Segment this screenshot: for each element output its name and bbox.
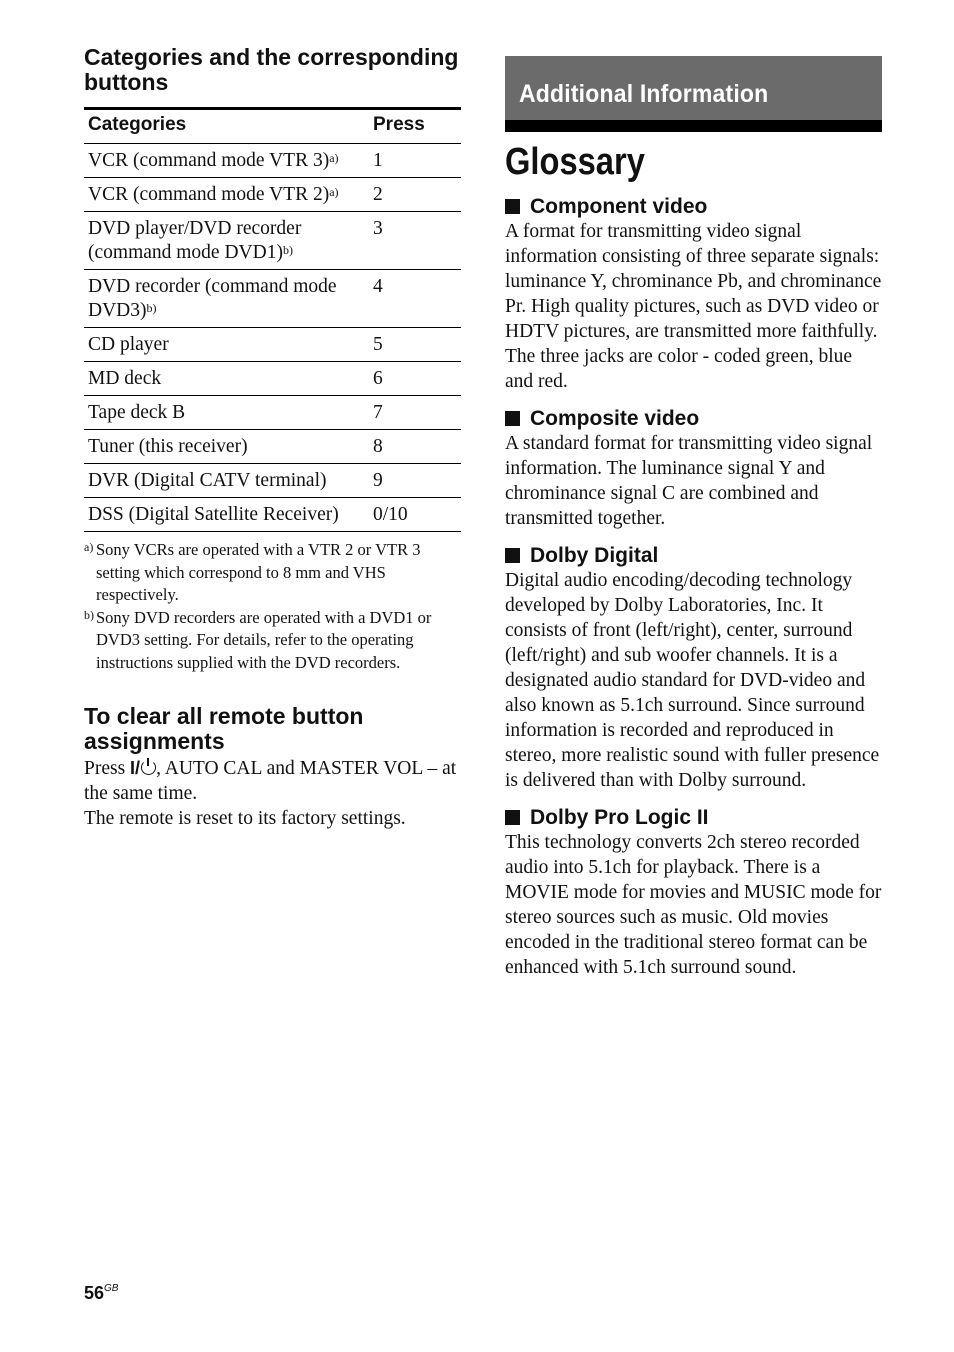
footnote-ref: a): [329, 185, 339, 199]
square-bullet-icon: [505, 411, 520, 426]
press-word: Press: [84, 758, 126, 779]
footnote-ref: a): [329, 151, 339, 165]
footnote-a: [84, 539, 461, 607]
header-press: Press: [369, 109, 461, 144]
power-label: I/: [130, 758, 141, 778]
category-name: DVR (Digital CATV terminal): [88, 470, 327, 491]
power-icon: [141, 760, 156, 775]
category-cell: [84, 328, 369, 362]
table-header-row: [84, 109, 461, 144]
category-name: VCR (command mode VTR 2): [88, 184, 330, 205]
table-row: [84, 362, 461, 396]
press-cell: 6: [369, 362, 461, 396]
glossary-entry: [505, 194, 882, 394]
table-body: [84, 144, 461, 532]
table-row: [84, 464, 461, 498]
table-row: [84, 212, 461, 270]
category-cell: [84, 396, 369, 430]
footnote-text: Sony VCRs are operated with a VTR 2 or VTR 3 setting which correspond to 8 mm and VHS respectively.: [96, 540, 421, 604]
table-row: [84, 144, 461, 178]
category-name: Tuner (this receiver): [88, 436, 248, 457]
press-cell: 0/10: [369, 498, 461, 532]
category-name: DVD recorder (command mode DVD3): [88, 276, 337, 321]
press-cell: 4: [369, 270, 461, 328]
footnote-mark: a): [84, 540, 94, 554]
footnote-mark: b): [84, 607, 94, 622]
glossary-title: Glossary: [505, 141, 645, 183]
category-cell: [84, 430, 369, 464]
footnote-ref: b): [146, 301, 157, 315]
entry-text: Digital audio encoding/decoding technology developed by Dolby Laboratories, Inc. It consists of front (left/right), center, surround (left/right) and sub woofer channels. It is a designated audio standard for DVD-video and also known as 5.1ch surround. Since surround information is recorded and reproduced in stereo, more realistic sound with fuller presence is delivered than with Dolby surround.: [505, 570, 880, 791]
category-cell: [84, 144, 369, 178]
category-name: DSS (Digital Satellite Receiver): [88, 504, 339, 525]
footnote-ref: b): [282, 243, 293, 257]
press-cell: 7: [369, 396, 461, 430]
entry-heading: Dolby Digital: [530, 544, 659, 567]
page-number: [84, 1283, 118, 1304]
categories-table: [84, 107, 461, 532]
clear-instructions-rest: , AUTO CAL and MASTER VOL – at the same time.: [84, 758, 457, 804]
category-cell: [84, 212, 369, 270]
category-cell: [84, 464, 369, 498]
category-cell: [84, 270, 369, 328]
entry-text: A format for transmitting video signal information consisting of three separate signals: luminance Y, chrominance Pb, and chrominance Pr. High quality pictures, such as DVD video or HDTV pictures, are transmitted more faithfully. The three jacks are color - coded green, blue and red.: [505, 221, 882, 392]
press-cell: 3: [369, 212, 461, 270]
square-bullet-icon: [505, 548, 520, 563]
table-row: [84, 498, 461, 532]
press-cell: 2: [369, 178, 461, 212]
clear-assignments-heading: To clear all remote button assignments: [84, 703, 364, 754]
press-cell: 8: [369, 430, 461, 464]
square-bullet-icon: [505, 810, 520, 825]
table-row: [84, 328, 461, 362]
category-name: DVD player/DVD recorder (command mode DVD1): [88, 218, 302, 263]
left-column: [84, 45, 461, 831]
table-row: [84, 270, 461, 328]
category-cell: [84, 362, 369, 396]
page-number-value: 56: [84, 1283, 105, 1303]
entry-heading: Composite video: [530, 407, 700, 430]
category-cell: [84, 178, 369, 212]
press-cell: 9: [369, 464, 461, 498]
categories-heading: Categories and the corresponding buttons: [84, 44, 459, 95]
entry-heading: Component video: [530, 195, 708, 218]
category-name: Tape deck B: [88, 402, 186, 423]
table-row: [84, 396, 461, 430]
clear-instructions: [84, 756, 461, 806]
category-name: MD deck: [88, 368, 162, 389]
glossary-entry: [505, 406, 882, 531]
right-column: [505, 56, 882, 992]
table-row: [84, 430, 461, 464]
footnote-text: Sony DVD recorders are operated with a DVD1 or DVD3 setting. For details, refer to the operating instructions supplied with the DVD recorders.: [96, 607, 432, 672]
footnote-b: [84, 607, 461, 675]
entry-text: A standard format for transmitting video signal information. The luminance signal Y and chrominance signal C are combined and transmitted together.: [505, 433, 873, 529]
entry-text: This technology converts 2ch stereo recorded audio into 5.1ch for playback. There is a MOVIE mode for movies and MUSIC mode for stereo sources such as music. Old movies encoded in the traditional stereo format can be enhanced with 5.1ch surround sound.: [505, 832, 882, 978]
banner-title: Additional Information: [519, 80, 769, 108]
category-name: VCR (command mode VTR 3): [88, 150, 330, 171]
category-cell: [84, 498, 369, 532]
glossary-entry: [505, 805, 882, 980]
press-cell: 1: [369, 144, 461, 178]
reset-note: The remote is reset to its factory settings.: [84, 808, 406, 829]
glossary-entry: [505, 543, 882, 793]
header-categories: Categories: [84, 109, 369, 144]
page-suffix: GB: [104, 1283, 119, 1294]
footnotes: [84, 539, 461, 674]
press-cell: 5: [369, 328, 461, 362]
entry-heading: Dolby Pro Logic II: [530, 806, 709, 829]
category-name: CD player: [88, 334, 169, 355]
section-banner: [505, 56, 882, 132]
square-bullet-icon: [505, 199, 520, 214]
table-row: [84, 178, 461, 212]
